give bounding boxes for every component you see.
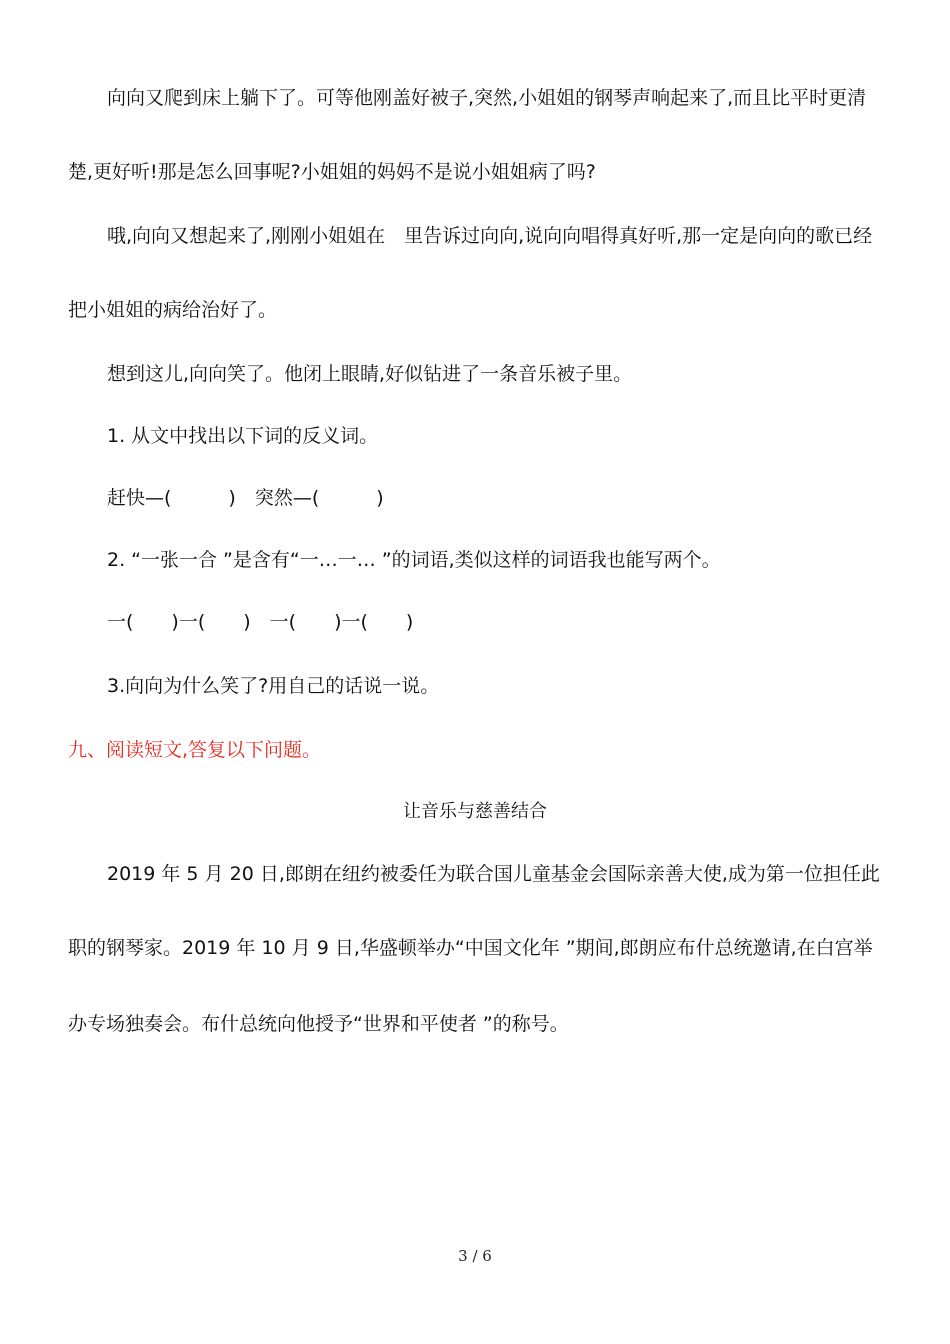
section-9-heading: 九、阅读短文,答复以下问题。 (68, 739, 322, 761)
article-line-1: 2019 年 5 月 20 日,郎朗在纽约被委任为联合国儿童基金会国际亲善大使,成为第一位担任此 (107, 863, 880, 885)
paragraph-2-line-2: 把小姐姐的病给治好了。 (68, 299, 278, 321)
question-1-blanks: 赶快—( ) 突然—( ) (107, 487, 384, 509)
paragraph-1-line-2: 楚,更好听!那是怎么回事呢?小姐姐的妈妈不是说小姐姐病了吗? (68, 161, 596, 183)
question-2: 2. “一张一合 ”是含有“一…一… ”的词语,类似这样的词语我也能写两个。 (107, 549, 721, 571)
paragraph-2-line-1: 哦,向向又想起来了,刚刚小姐姐在 里告诉过向向,说向向唱得真好听,那一定是向向的歌已经 (107, 225, 873, 247)
paragraph-1-line-1: 向向又爬到床上躺下了。可等他刚盖好被子,突然,小姐姐的钢琴声响起来了,而且比平时更清 (107, 87, 867, 109)
question-1: 1. 从文中找出以下词的反义词。 (107, 425, 379, 447)
paragraph-3: 想到这儿,向向笑了。他闭上眼睛,好似钻进了一条音乐被子里。 (107, 363, 633, 385)
article-line-3: 办专场独奏会。布什总统向他授予“世界和平使者 ”的称号。 (68, 1013, 569, 1035)
question-3: 3.向向为什么笑了?用自己的话说一说。 (107, 675, 440, 697)
question-2-blanks: 一( )一( ) 一( )一( ) (107, 611, 414, 633)
page-number: 3 / 6 (458, 1247, 492, 1265)
article-line-2: 职的钢琴家。2019 年 10 月 9 日,华盛顿举办“中国文化年 ”期间,郎朗应布什总统邀请,在白宫举 (68, 937, 873, 959)
article-title: 让音乐与慈善结合 (403, 801, 547, 822)
